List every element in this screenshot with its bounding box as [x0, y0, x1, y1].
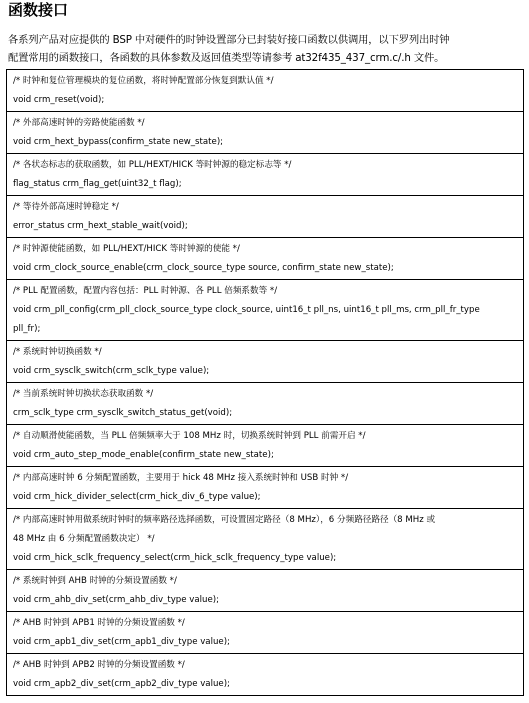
function-signature: void crm_hext_bypass(confirm_state new_state); — [13, 136, 224, 147]
function-cell — [7, 383, 524, 425]
function-cell — [7, 570, 524, 612]
function-signature: flag_status crm_flag_get(uint32_t flag); — [13, 178, 182, 189]
section-heading: 函数接口 — [8, 1, 69, 19]
function-row — [7, 280, 524, 341]
function-comment: /* 各状态标志的获取函数，如 PLL/HEXT/HICK 等时钟源的稳定标志等 */ — [13, 159, 292, 170]
function-comment: /* 内部高速时钟 6 分频配置函数，主要用于 hick 48 MHz 接入系统时钟和 USB 时钟 */ — [13, 472, 349, 483]
function-signature: pll_fr); — [13, 323, 41, 334]
function-signature: void crm_pll_config(crm_pll_clock_source_type clock_source, uint16_t pll_ns, uint16_t pll_ms, crm_pll_fr_type — [13, 304, 480, 315]
function-row — [7, 112, 524, 154]
function-comment: /* 时钟源使能函数，如 PLL/HEXT/HICK 等时钟源的使能 */ — [13, 243, 240, 254]
function-table — [6, 69, 524, 696]
function-row — [7, 467, 524, 509]
function-signature: void crm_apb2_div_set(crm_apb2_div_type value); — [13, 678, 230, 689]
function-comment: /* 等待外部高速时钟稳定 */ — [13, 201, 119, 212]
function-cell — [7, 154, 524, 196]
function-comment: /* 系统时钟切换函数 */ — [13, 346, 102, 357]
function-cell — [7, 509, 524, 570]
function-row — [7, 154, 524, 196]
function-comment: /* AHB 时钟到 APB1 时钟的分频设置函数 */ — [13, 617, 185, 628]
function-signature: void crm_reset(void); — [13, 94, 105, 105]
function-row — [7, 654, 524, 696]
function-comment: /* 系统时钟到 AHB 时钟的分频设置函数 */ — [13, 575, 177, 586]
function-signature: void crm_hick_sclk_frequency_select(crm_hick_sclk_frequency_type value); — [13, 552, 337, 563]
function-cell — [7, 467, 524, 509]
function-cell — [7, 238, 524, 280]
function-comment: 48 MHz 由 6 分频配置函数决定） */ — [13, 533, 155, 544]
function-cell — [7, 425, 524, 467]
function-row — [7, 70, 524, 112]
function-cell — [7, 612, 524, 654]
function-row — [7, 612, 524, 654]
function-comment: /* 当前系统时钟切换状态获取函数 */ — [13, 388, 154, 399]
function-comment: /* 时钟和复位管理模块的复位函数，将时钟配置部分恢复到默认值 */ — [13, 75, 274, 86]
function-signature: crm_sclk_type crm_sysclk_switch_status_get(void); — [13, 407, 233, 418]
function-comment: /* PLL 配置函数，配置内容包括：PLL 时钟源、各 PLL 倍频系数等 */ — [13, 285, 278, 296]
function-cell — [7, 341, 524, 383]
intro-line: 各系列产品对应提供的 BSP 中对硬件的时钟设置部分已封装好接口函数以供调用，以下罗列出时钟 — [8, 34, 450, 46]
function-cell — [7, 654, 524, 696]
function-signature: void crm_ahb_div_set(crm_ahb_div_type value); — [13, 594, 219, 605]
function-signature: error_status crm_hext_stable_wait(void); — [13, 220, 188, 231]
function-cell — [7, 112, 524, 154]
function-comment: /* 自动顺滑使能函数，当 PLL 倍频频率大于 108 MHz 时，切换系统时钟到 PLL 前需开启 */ — [13, 430, 366, 441]
function-signature: void crm_hick_divider_select(crm_hick_div_6_type value); — [13, 491, 261, 502]
function-row — [7, 570, 524, 612]
function-signature: void crm_auto_step_mode_enable(confirm_state new_state); — [13, 449, 274, 460]
function-cell — [7, 280, 524, 341]
function-signature: void crm_clock_source_enable(crm_clock_source_type source, confirm_state new_state); — [13, 262, 394, 273]
intro-paragraph — [8, 31, 522, 67]
function-row — [7, 425, 524, 467]
function-signature: void crm_apb1_div_set(crm_apb1_div_type value); — [13, 636, 230, 647]
function-cell — [7, 70, 524, 112]
function-comment: /* 外部高速时钟的旁路使能函数 */ — [13, 117, 145, 128]
intro-line: 配置常用的函数接口，各函数的具体参数及返回值类型等请参考 at32f435_437_crm.c/.h 文件。 — [8, 52, 445, 64]
function-row — [7, 341, 524, 383]
function-row — [7, 383, 524, 425]
function-row — [7, 509, 524, 570]
function-signature: void crm_sysclk_switch(crm_sclk_type value); — [13, 365, 210, 376]
function-row — [7, 238, 524, 280]
function-comment: /* 内部高速时钟用做系统时钟时的频率路径选择函数，可设置固定路径（8 MHz），6 分频路径路径（8 MHz 或 — [13, 514, 436, 525]
function-comment: /* AHB 时钟到 APB2 时钟的分频设置函数 */ — [13, 659, 185, 670]
function-row — [7, 196, 524, 238]
function-cell — [7, 196, 524, 238]
